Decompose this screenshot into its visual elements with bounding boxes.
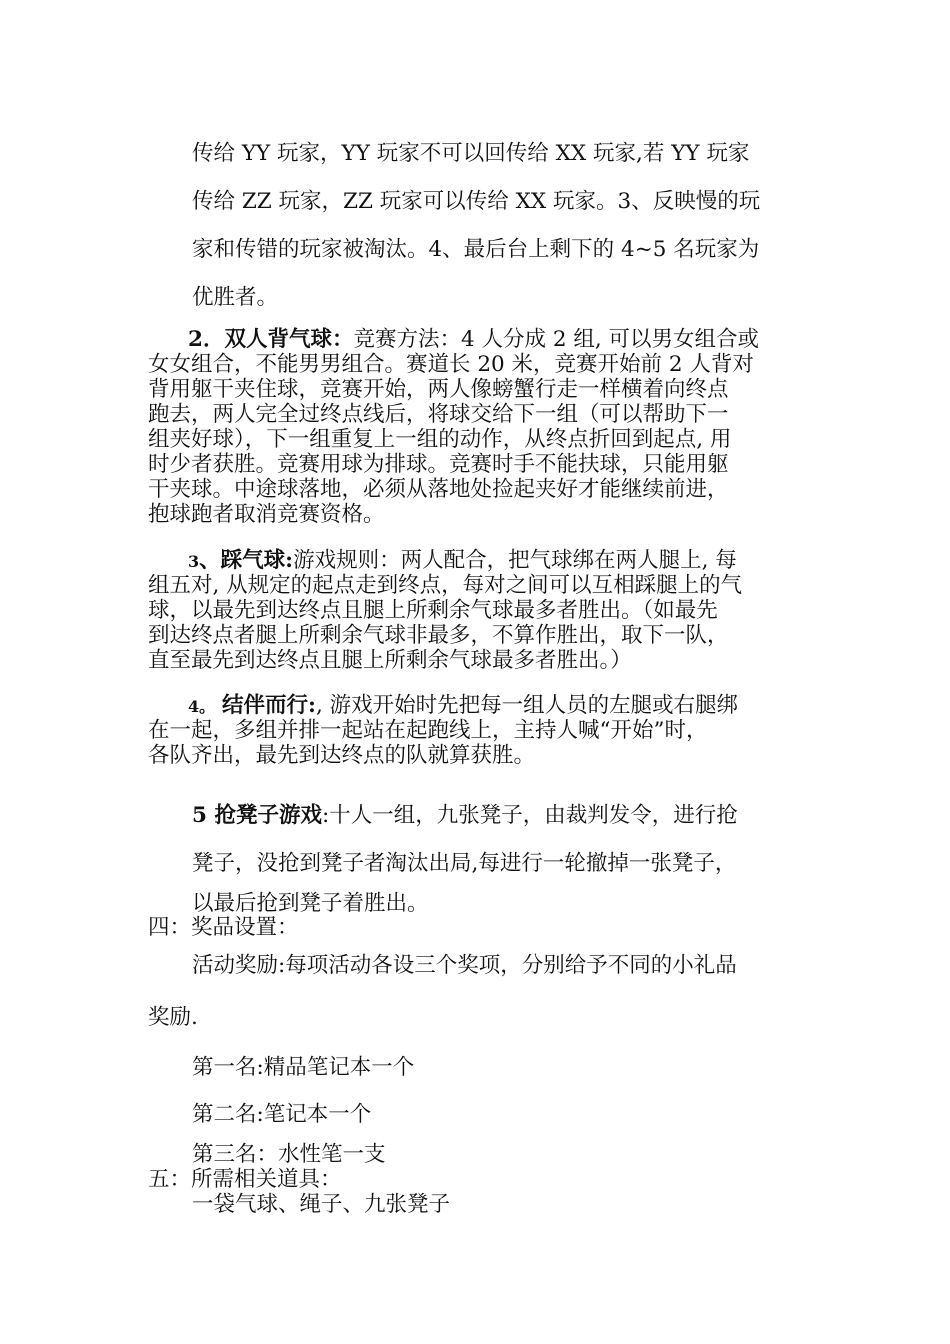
text-line: 各队齐出，最先到达终点的队就算获胜。 (148, 743, 536, 768)
text-line: 家和传错的玩家被淘汰。4、最后台上剩下的 4~5 名玩家为 (192, 237, 760, 262)
game4-title: 结伴而行 (221, 693, 308, 718)
text-line: 直至最先到达终点且腿上所剩余气球最多者胜出。） (148, 648, 632, 673)
game4-colon: : (308, 693, 316, 718)
text-line: 抱球跑者取消竞赛资格。 (148, 502, 385, 527)
section4-intro-line: 奖励. (148, 1005, 198, 1030)
text-line-first (192, 798, 738, 829)
text-line: 优胜者。 (192, 285, 279, 310)
game5-title: 5 抢凳子游戏 (192, 803, 322, 828)
section5-items: 一袋气球、绳子、九张凳子 (192, 1192, 451, 1217)
text-line: 凳子，没抢到凳子者淘汰出局,每进行一轮撤掉一张凳子， (192, 851, 737, 876)
text-line: 游戏规则：两人配合，把气球绑在两人腿上, 每 (293, 548, 737, 573)
text-line: 到达终点者腿上所剩余气球非最多，不算作胜出，取下一队， (148, 623, 729, 648)
game3-number: 3 (188, 552, 200, 571)
game4-number: 4。 (188, 697, 216, 716)
text-line: 传给 ZZ 玩家，ZZ 玩家可以传给 XX 玩家。3、反映慢的玩 (192, 189, 761, 214)
text-line: 干夹球。中途球落地，必须从落地处捡起夹好才能继续前进， (148, 477, 729, 502)
text-line: 组夹好球），下一组重复上一组的动作，从终点折回到起点, 用 (148, 427, 732, 452)
text-line: 背用躯干夹住球，竞赛开始，两人像螃蟹行走一样横着向终点 (148, 377, 729, 402)
text-line: 传给 YY 玩家，YY 玩家不可以回传给 XX 玩家,若 YY 玩家 (192, 141, 750, 166)
section5-heading: 五：所需相关道具： (148, 1167, 342, 1192)
game2-title: 双人背气球 (224, 327, 332, 352)
text-line: 跑去，两人完全过终点线后，将球交给下一组（可以帮助下一 (148, 402, 729, 427)
text-line: :十人一组，九张凳子，由裁判发令，进行抢 (321, 803, 738, 828)
text-line: 时少者获胜。竞赛用球为排球。竞赛时手不能扶球，只能用躯 (148, 452, 729, 477)
prize-item-third: 第三名：水性笔一支 (192, 1142, 386, 1167)
text-line: 在一起，多组并排一起站在起跑线上，主持人喊“开始”时， (148, 718, 708, 743)
prize-item-first: 第一名:精品笔记本一个 (192, 1055, 415, 1080)
text-line: 女女组合，不能男男组合。赛道长 20 米，竞赛开始前 2 人背对 (148, 352, 754, 377)
text-line: , 游戏开始时先把每一组人员的左腿或右腿绑 (315, 693, 739, 718)
text-line: 以最后抢到凳子着胜出。 (192, 891, 429, 916)
game2-number: 2． (188, 327, 225, 352)
game3-colon: : (285, 548, 294, 573)
prize-item-second: 第二名:笔记本一个 (192, 1102, 372, 1127)
section4-intro-line: 活动奖励:每项活动各设三个奖项，分别给予不同的小礼品 (192, 953, 737, 978)
game2-colon: ： (331, 327, 354, 352)
game3-title: 、踩气球 (199, 548, 286, 573)
text-line: 组五对, 从规定的起点走到终点，每对之间可以互相踩腿上的气 (148, 573, 743, 598)
text-line: 球，以最先到达终点且腿上所剩余气球最多者胜出。（如最先 (148, 598, 718, 623)
text-line: 竞赛方法：4 人分成 2 组, 可以男女组合或 (353, 327, 760, 352)
section4-heading: 四：奖品设置： (148, 915, 299, 940)
